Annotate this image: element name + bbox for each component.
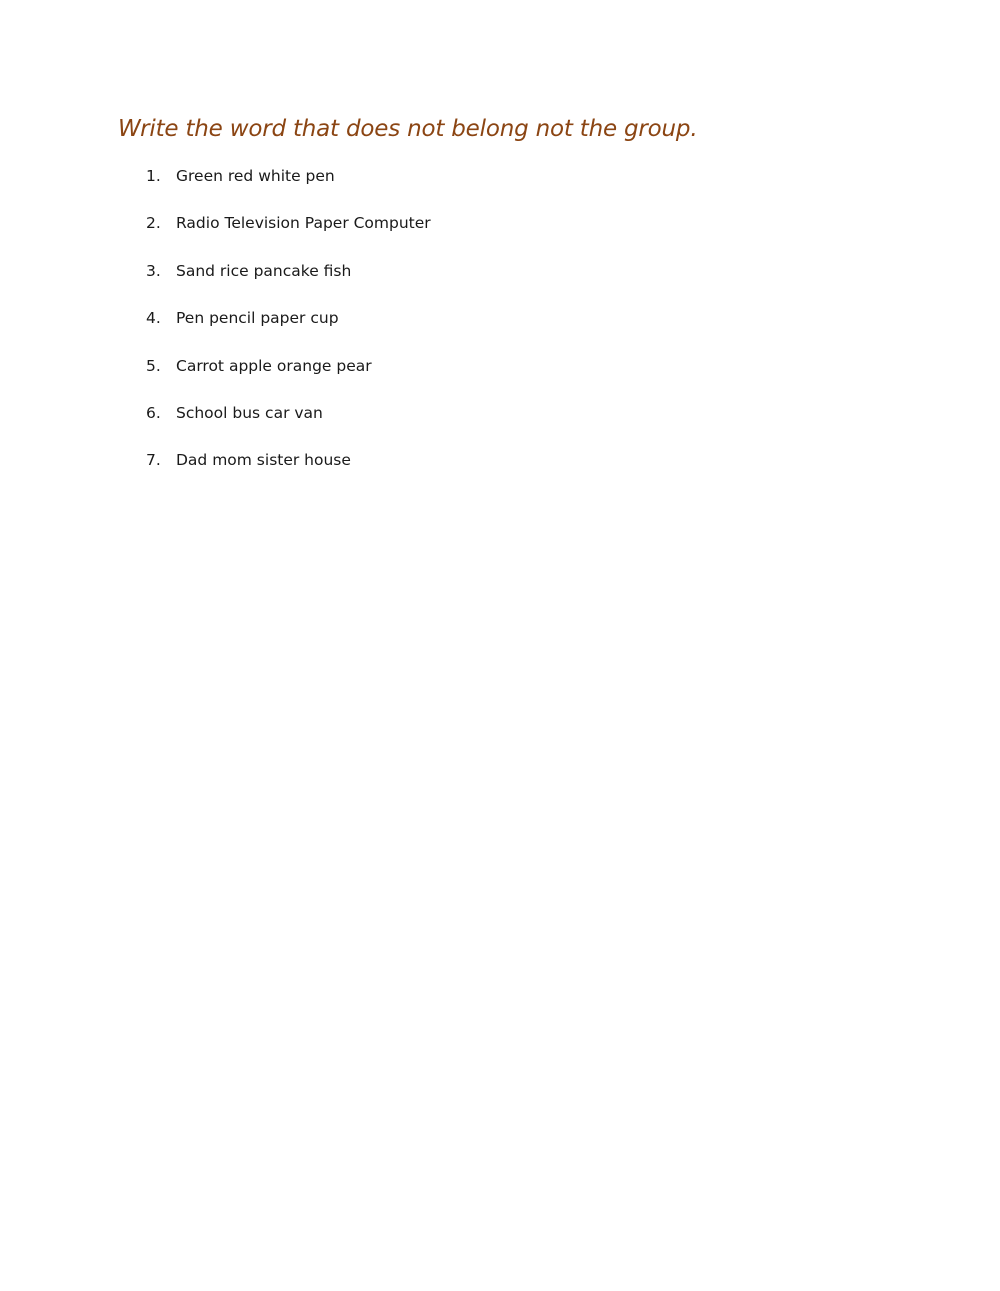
item-number: 5. [146, 356, 161, 375]
item-number: 7. [146, 451, 161, 470]
item-text: Dad mom sister house [176, 451, 351, 470]
item-text: Carrot apple orange pear [176, 356, 372, 375]
item-text: Green red white pen [176, 167, 335, 185]
item-text: Sand rice pancake fish [176, 261, 352, 280]
item-text: School bus car van [176, 403, 323, 422]
item-number: 3. [146, 261, 161, 280]
item-number: 2. [146, 214, 161, 233]
item-number: 4. [146, 309, 161, 328]
item-text: Pen pencil paper cup [176, 309, 339, 328]
item-text: Radio Television Paper Computer [176, 214, 431, 233]
worksheet-title: Write the word that does not belong not the group. [118, 116, 698, 142]
item-number: 1. [146, 167, 161, 185]
item-number: 6. [146, 403, 161, 422]
